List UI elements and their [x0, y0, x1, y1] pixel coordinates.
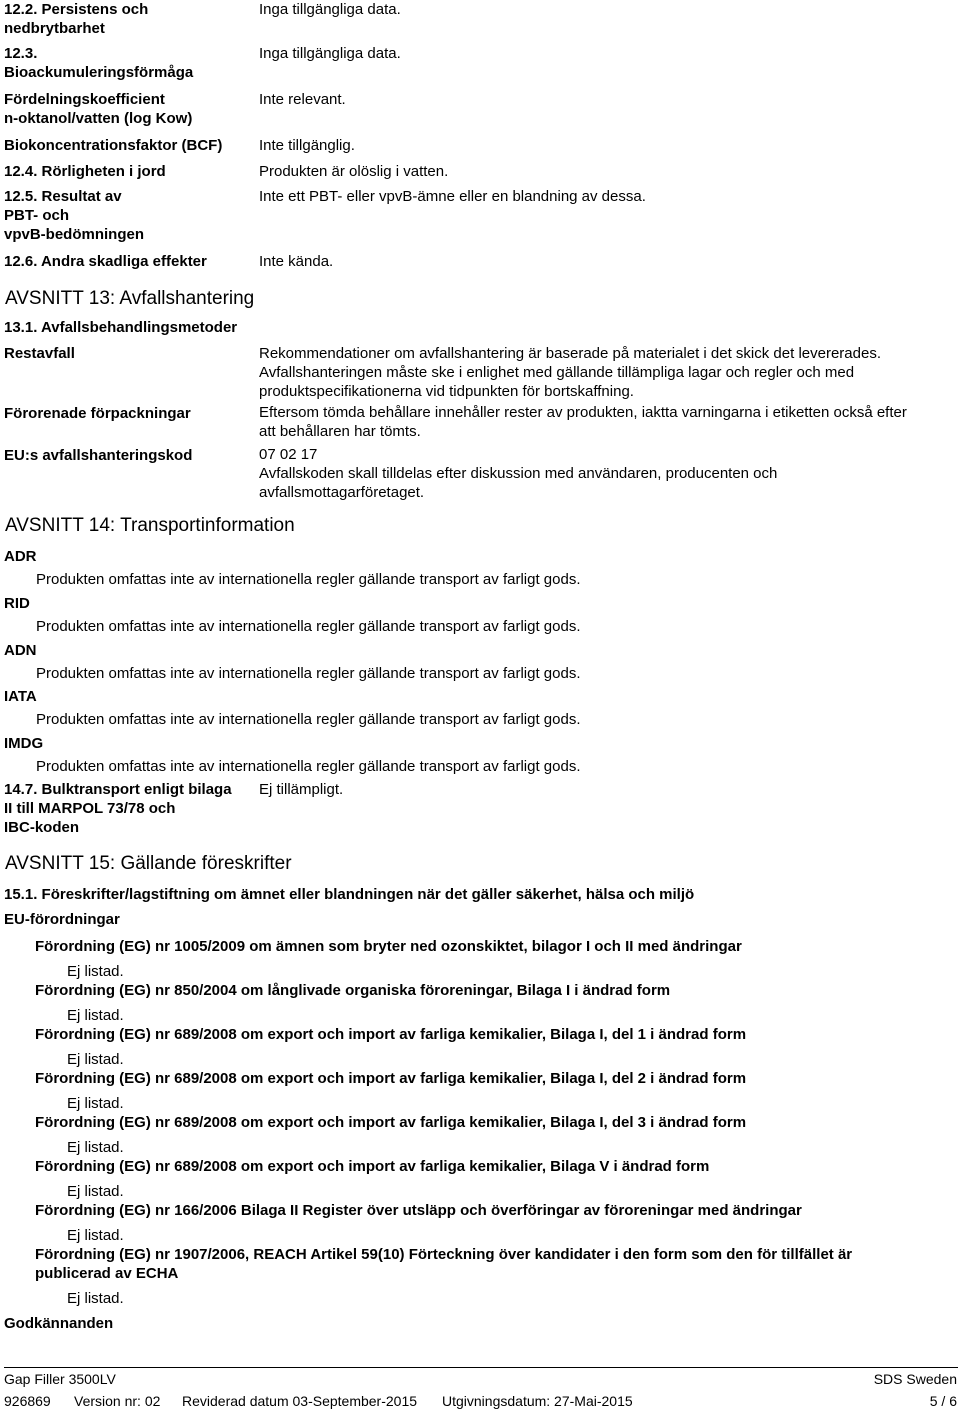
- bulk-transport-value: Ej tillämpligt.: [259, 781, 344, 798]
- contaminated-packaging-value: Eftersom tömda behållare innehåller rester av produkten, iaktta varningarna i etiketten också efter att behållaren har tömts.: [259, 404, 907, 440]
- footer-issued: Utgivningsdatum: 27-Mai-2015: [442, 1393, 633, 1409]
- iata-label: IATA: [4, 688, 37, 705]
- bcf-label: Biokoncentrationsfaktor (BCF): [4, 137, 223, 154]
- residual-waste-label: Restavfall: [4, 345, 75, 362]
- regulation-title: Förordning (EG) nr 850/2004 om långlivade organiska föroreningar, Bilaga I i ändrad form: [35, 982, 671, 999]
- partition-coefficient-label: Fördelningskoefficient n-oktanol/vatten (log Kow): [4, 91, 193, 127]
- adr-label: ADR: [4, 548, 37, 565]
- persistence-value: Inga tillgängliga data.: [259, 1, 401, 18]
- section-14-heading: AVSNITT 14: Transportinformation: [5, 515, 295, 536]
- mobility-label: 12.4. Rörligheten i jord: [4, 163, 166, 180]
- bioaccumulation-label: 12.3. Bioackumuleringsförmåga: [4, 45, 194, 81]
- regulation-value: Ej listad.: [67, 1051, 124, 1068]
- section-15-heading: AVSNITT 15: Gällande föreskrifter: [5, 853, 292, 874]
- regulation-value: Ej listad.: [67, 1183, 124, 1200]
- regulation-value: Ej listad.: [67, 1095, 124, 1112]
- pbt-value: Inte ett PBT- eller vpvB-ämne eller en blandning av dessa.: [259, 188, 646, 205]
- eu-regulations-label: EU-förordningar: [4, 911, 120, 928]
- bulk-transport-label: 14.7. Bulktransport enligt bilaga II till MARPOL 73/78 och IBC-koden: [4, 781, 232, 836]
- footer-revised: Reviderad datum 03-September-2015: [182, 1393, 418, 1409]
- adr-value: Produkten omfattas inte av internationella regler gällande transport av farligt gods.: [36, 571, 581, 588]
- regulation-title: Förordning (EG) nr 1907/2006, REACH Artikel 59(10) Förteckning över kandidater i den form som den för tillfället är publicerad av ECHA: [35, 1246, 853, 1282]
- regulation-value: Ej listad.: [67, 1007, 124, 1024]
- other-effects-value: Inte kända.: [259, 253, 334, 270]
- mobility-value: Produkten är olöslig i vatten.: [259, 163, 449, 180]
- regulation-value: Ej listad.: [67, 1290, 124, 1307]
- regulation-title: Förordning (EG) nr 1005/2009 om ämnen som bryter ned ozonskiktet, bilagor I och II med ändringar: [35, 938, 742, 955]
- approvals-label: Godkännanden: [4, 1315, 114, 1332]
- section-13-heading: AVSNITT 13: Avfallshantering: [5, 288, 255, 309]
- pbt-label: 12.5. Resultat av PBT- och vpvB-bedömningen: [4, 188, 145, 243]
- imdg-label: IMDG: [4, 735, 44, 752]
- adn-label: ADN: [4, 642, 37, 659]
- section-13-1-subheading: 13.1. Avfallsbehandlingsmetoder: [4, 319, 238, 336]
- imdg-value: Produkten omfattas inte av internationella regler gällande transport av farligt gods.: [36, 758, 581, 775]
- rid-value: Produkten omfattas inte av internationella regler gällande transport av farligt gods.: [36, 618, 581, 635]
- bioaccumulation-value: Inga tillgängliga data.: [259, 45, 401, 62]
- footer-doc-type: SDS Sweden: [873, 1371, 957, 1387]
- footer-version: Version nr: 02: [74, 1393, 161, 1409]
- footer-divider: [4, 1367, 958, 1368]
- ewc-value: Avfallskoden skall tilldelas efter diskussion med användaren, producenten och avfallsmottagarföretaget.: [259, 465, 778, 501]
- regulation-value: Ej listad.: [67, 1227, 124, 1244]
- regulation-title: Förordning (EG) nr 689/2008 om export och import av farliga kemikalier, Bilaga I, del 1 i ändrad form: [35, 1026, 747, 1043]
- other-effects-label: 12.6. Andra skadliga effekter: [4, 253, 207, 270]
- regulation-value: Ej listad.: [67, 1139, 124, 1156]
- regulation-title: Förordning (EG) nr 166/2006 Bilaga II Register över utsläpp och överföringar av föroreningar med ändringar: [35, 1202, 802, 1219]
- bcf-value: Inte tillgänglig.: [259, 137, 355, 154]
- rid-label: RID: [4, 595, 30, 612]
- iata-value: Produkten omfattas inte av internationella regler gällande transport av farligt gods.: [36, 711, 581, 728]
- residual-waste-value: Rekommendationer om avfallshantering är baserade på materialet i det skick det levererades. Avfallshanteringen måste ske i enlighet med gällande tillämpliga lagar och regler och med produktspecifikationerna vid tidpunkten för bortskaffning.: [259, 345, 881, 400]
- footer-page-number: 5 / 6: [929, 1393, 957, 1409]
- regulation-title: Förordning (EG) nr 689/2008 om export och import av farliga kemikalier, Bilaga I, del 2 i ändrad form: [35, 1070, 747, 1087]
- regulation-title: Förordning (EG) nr 689/2008 om export och import av farliga kemikalier, Bilaga V i ändrad form: [35, 1158, 710, 1175]
- adn-value: Produkten omfattas inte av internationella regler gällande transport av farligt gods.: [36, 665, 581, 682]
- regulation-value: Ej listad.: [67, 963, 124, 980]
- regulation-title: Förordning (EG) nr 689/2008 om export och import av farliga kemikalier, Bilaga I, del 3 i ändrad form: [35, 1114, 747, 1131]
- partition-coefficient-value: Inte relevant.: [259, 91, 346, 108]
- ewc-label: EU:s avfallshanteringskod: [4, 447, 193, 464]
- footer-product: Gap Filler 3500LV: [4, 1371, 116, 1387]
- section-15-1-subheading: 15.1. Föreskrifter/lagstiftning om ämnet eller blandningen när det gäller säkerhet, hälsa och miljö: [4, 886, 695, 903]
- persistence-label: 12.2. Persistens och nedbrytbarhet: [4, 1, 149, 37]
- contaminated-packaging-label: Förorenade förpackningar: [4, 405, 191, 422]
- ewc-code: 07 02 17: [259, 446, 318, 463]
- footer-number: 926869: [4, 1393, 51, 1409]
